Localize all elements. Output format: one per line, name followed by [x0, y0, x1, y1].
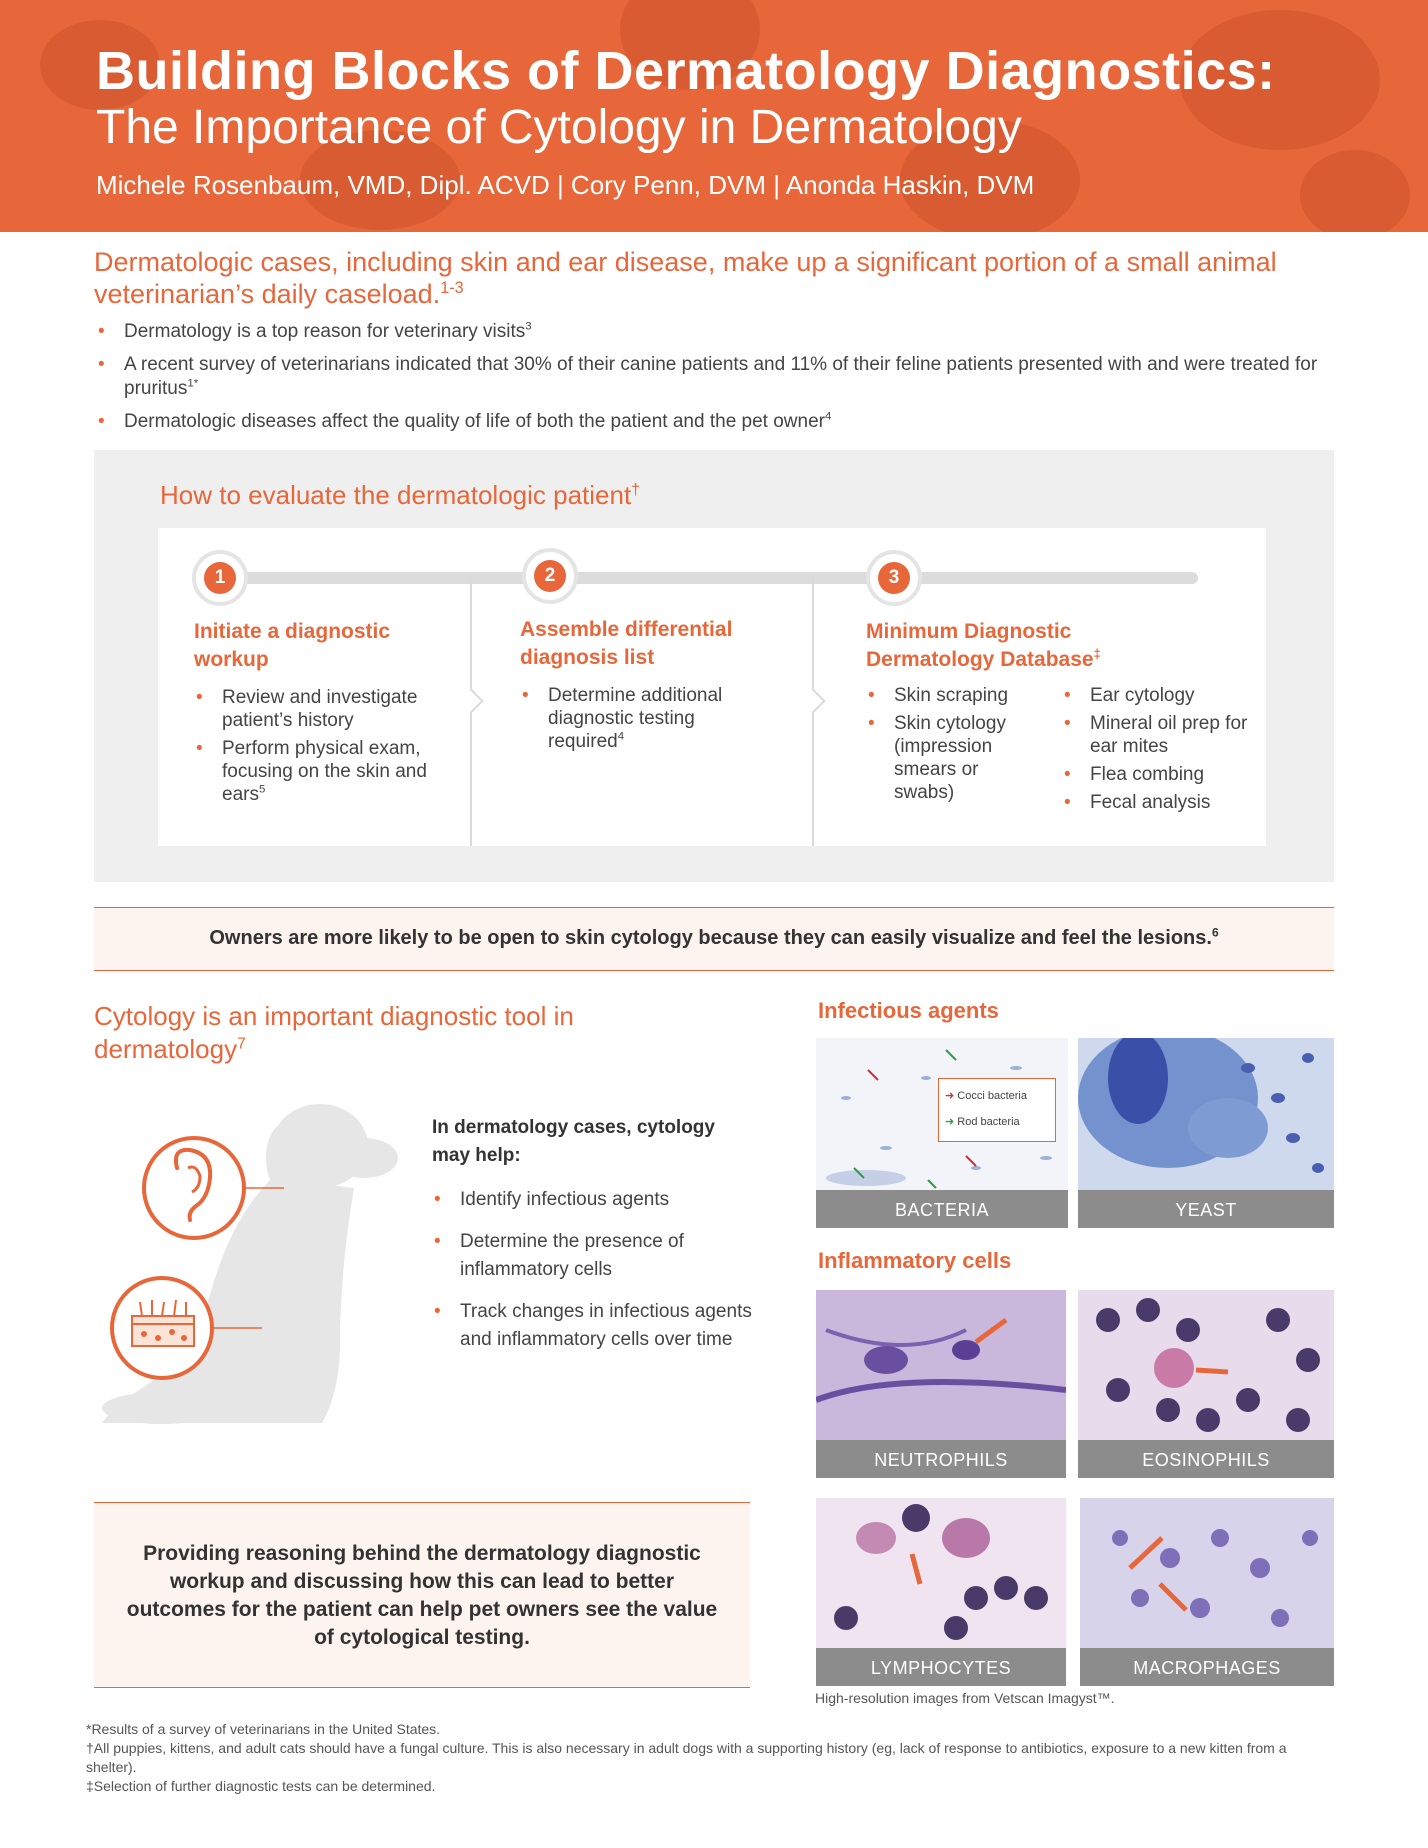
list-item: • Track changes in infectious agents and inflammatory cells over time: [432, 1298, 772, 1354]
list-item: • Skin cytology (impression smears or swabs): [866, 712, 1036, 804]
progress-track: [218, 572, 1198, 584]
step-3-title: Minimum Diagnostic Dermatology Database‡: [866, 620, 1101, 671]
step-2-list: [520, 684, 750, 758]
step-1-title: Initiate a diagnostic workup: [194, 620, 391, 671]
list-item: • Dermatologic diseases affect the quality of life of both the patient and the pet owner$^4$: [96, 410, 1356, 434]
lymphocytes-micrograph: [816, 1498, 1066, 1648]
step-1-badge: 1: [192, 550, 248, 606]
orange-arrow-icon: [1130, 1538, 1162, 1568]
cytology-helps-heading: In dermatology cases, cytology may help:: [432, 1117, 715, 1166]
orange-arrow-icon: [976, 1320, 1006, 1342]
footnote: ‡Selection of further diagnostic tests can be determined.: [86, 1778, 436, 1794]
bacteria-legend: [938, 1078, 1056, 1142]
macrophages-caption: MACROPHAGES: [1080, 1648, 1334, 1686]
eosinophils-micrograph: [1078, 1290, 1334, 1440]
chevron-right-icon: [800, 688, 825, 713]
skin-layers-icon: [112, 1278, 212, 1378]
evaluate-title: How to evaluate the dermatologic patient†: [160, 480, 640, 510]
lymphocytes-image: [816, 1498, 1066, 1686]
list-item: • Dermatology is a top reason for veterinary visits$^3$: [96, 320, 1356, 344]
neutrophils-caption: NEUTROPHILS: [816, 1440, 1066, 1478]
step-1-list: [194, 686, 444, 811]
image-credit: High-resolution images from Vetscan Imagyst™.: [815, 1690, 1115, 1706]
list-item: • Ear cytology: [1062, 684, 1252, 707]
footnote: †All puppies, kittens, and adult cats should have a fungal culture. This is also necessary in adult dogs with a supporting history (eg, lack of response to antibiotics, exposure to a new kitten from a shelter).: [86, 1740, 1287, 1775]
dog-illustration: [92, 1088, 412, 1430]
neutrophils-image: [816, 1290, 1066, 1478]
legend-rod: ➜ Rod bacteria: [945, 1116, 1020, 1128]
list-item: • Review and investigate patient’s history: [194, 686, 444, 732]
cytology-heading: Cytology is an important diagnostic tool in dermatology$^7$: [94, 1001, 574, 1064]
intro-list: [96, 320, 1356, 443]
authors: Michele Rosenbaum, VMD, Dipl. ACVD | Cory Penn, DVM | Anonda Haskin, DVM: [96, 170, 1035, 200]
step-3-badge: 3: [866, 550, 922, 606]
owners-callout-text: Owners are more likely to be open to skin cytology because they can easily visualize and feel the lesions.$^6$: [209, 925, 1219, 949]
step-3-list-left: [866, 684, 1036, 809]
yeast-micrograph: [1078, 1038, 1334, 1190]
eosinophils-image: [1078, 1290, 1334, 1478]
list-item: • Identify infectious agents: [432, 1186, 772, 1214]
bacteria-image: [816, 1038, 1068, 1228]
inflammatory-cells-label: Inflammatory cells: [818, 1248, 1012, 1273]
list-item: • Determine additional diagnostic testing required$^4$: [520, 684, 750, 753]
list-item: • A recent survey of veterinarians indicated that 30% of their canine patients and 11% of their feline patients presented with and were treated for pruritus$^{1*}$: [96, 353, 1356, 401]
list-item: • Determine the presence of inflammatory cells: [432, 1228, 772, 1284]
page-subtitle: The Importance of Cytology in Dermatology: [96, 101, 1022, 154]
list-item: • Skin scraping: [866, 684, 1036, 707]
green-arrow-icon: ➜: [945, 1116, 955, 1128]
list-item: • Mineral oil prep for ear mites: [1062, 712, 1252, 758]
step-2-badge: 2: [522, 548, 578, 604]
reasoning-text: Providing reasoning behind the dermatology diagnostic workup and discussing how this can lead to better outcomes for the patient can help pet owners see the value of cytological testing.: [126, 1542, 718, 1649]
macrophages-micrograph: [1080, 1498, 1334, 1648]
cytology-helps-list: [432, 1186, 772, 1368]
page-title: Building Blocks of Dermatology Diagnostics:: [96, 41, 1276, 101]
orange-arrow-icon: [1160, 1584, 1186, 1610]
eosinophils-caption: EOSINOPHILS: [1078, 1440, 1334, 1478]
chevron-right-icon: [458, 688, 483, 713]
ear-icon: [144, 1138, 244, 1238]
footnote: *Results of a survey of veterinarians in the United States.: [86, 1721, 441, 1737]
step-2-title: Assemble differential diagnosis list: [520, 618, 733, 669]
yeast-image: [1078, 1038, 1334, 1228]
bacteria-caption: BACTERIA: [816, 1190, 1068, 1228]
intro-heading: Dermatologic cases, including skin and ear disease, make up a significant portion of a small animal veterinarian’s daily caseload.$^{1-3}$: [94, 247, 1277, 310]
macrophages-image: [1080, 1498, 1334, 1686]
neutrophils-micrograph: [816, 1290, 1066, 1440]
red-arrow-icon: ➜: [945, 1090, 955, 1102]
footnotes: [86, 1720, 1336, 1796]
list-item: • Perform physical exam, focusing on the skin and ears$^5$: [194, 737, 444, 806]
step-3-list-right: [1062, 684, 1252, 819]
infectious-agents-label: Infectious agents: [818, 998, 999, 1023]
yeast-caption: YEAST: [1078, 1190, 1334, 1228]
evaluate-steps: [158, 528, 1266, 846]
list-item: • Fecal analysis: [1062, 791, 1252, 814]
list-item: • Flea combing: [1062, 763, 1252, 786]
orange-arrow-icon: [912, 1554, 920, 1584]
orange-arrow-icon: [1196, 1370, 1228, 1372]
lymphocytes-caption: LYMPHOCYTES: [816, 1648, 1066, 1686]
legend-cocci: ➜ Cocci bacteria: [945, 1090, 1027, 1102]
